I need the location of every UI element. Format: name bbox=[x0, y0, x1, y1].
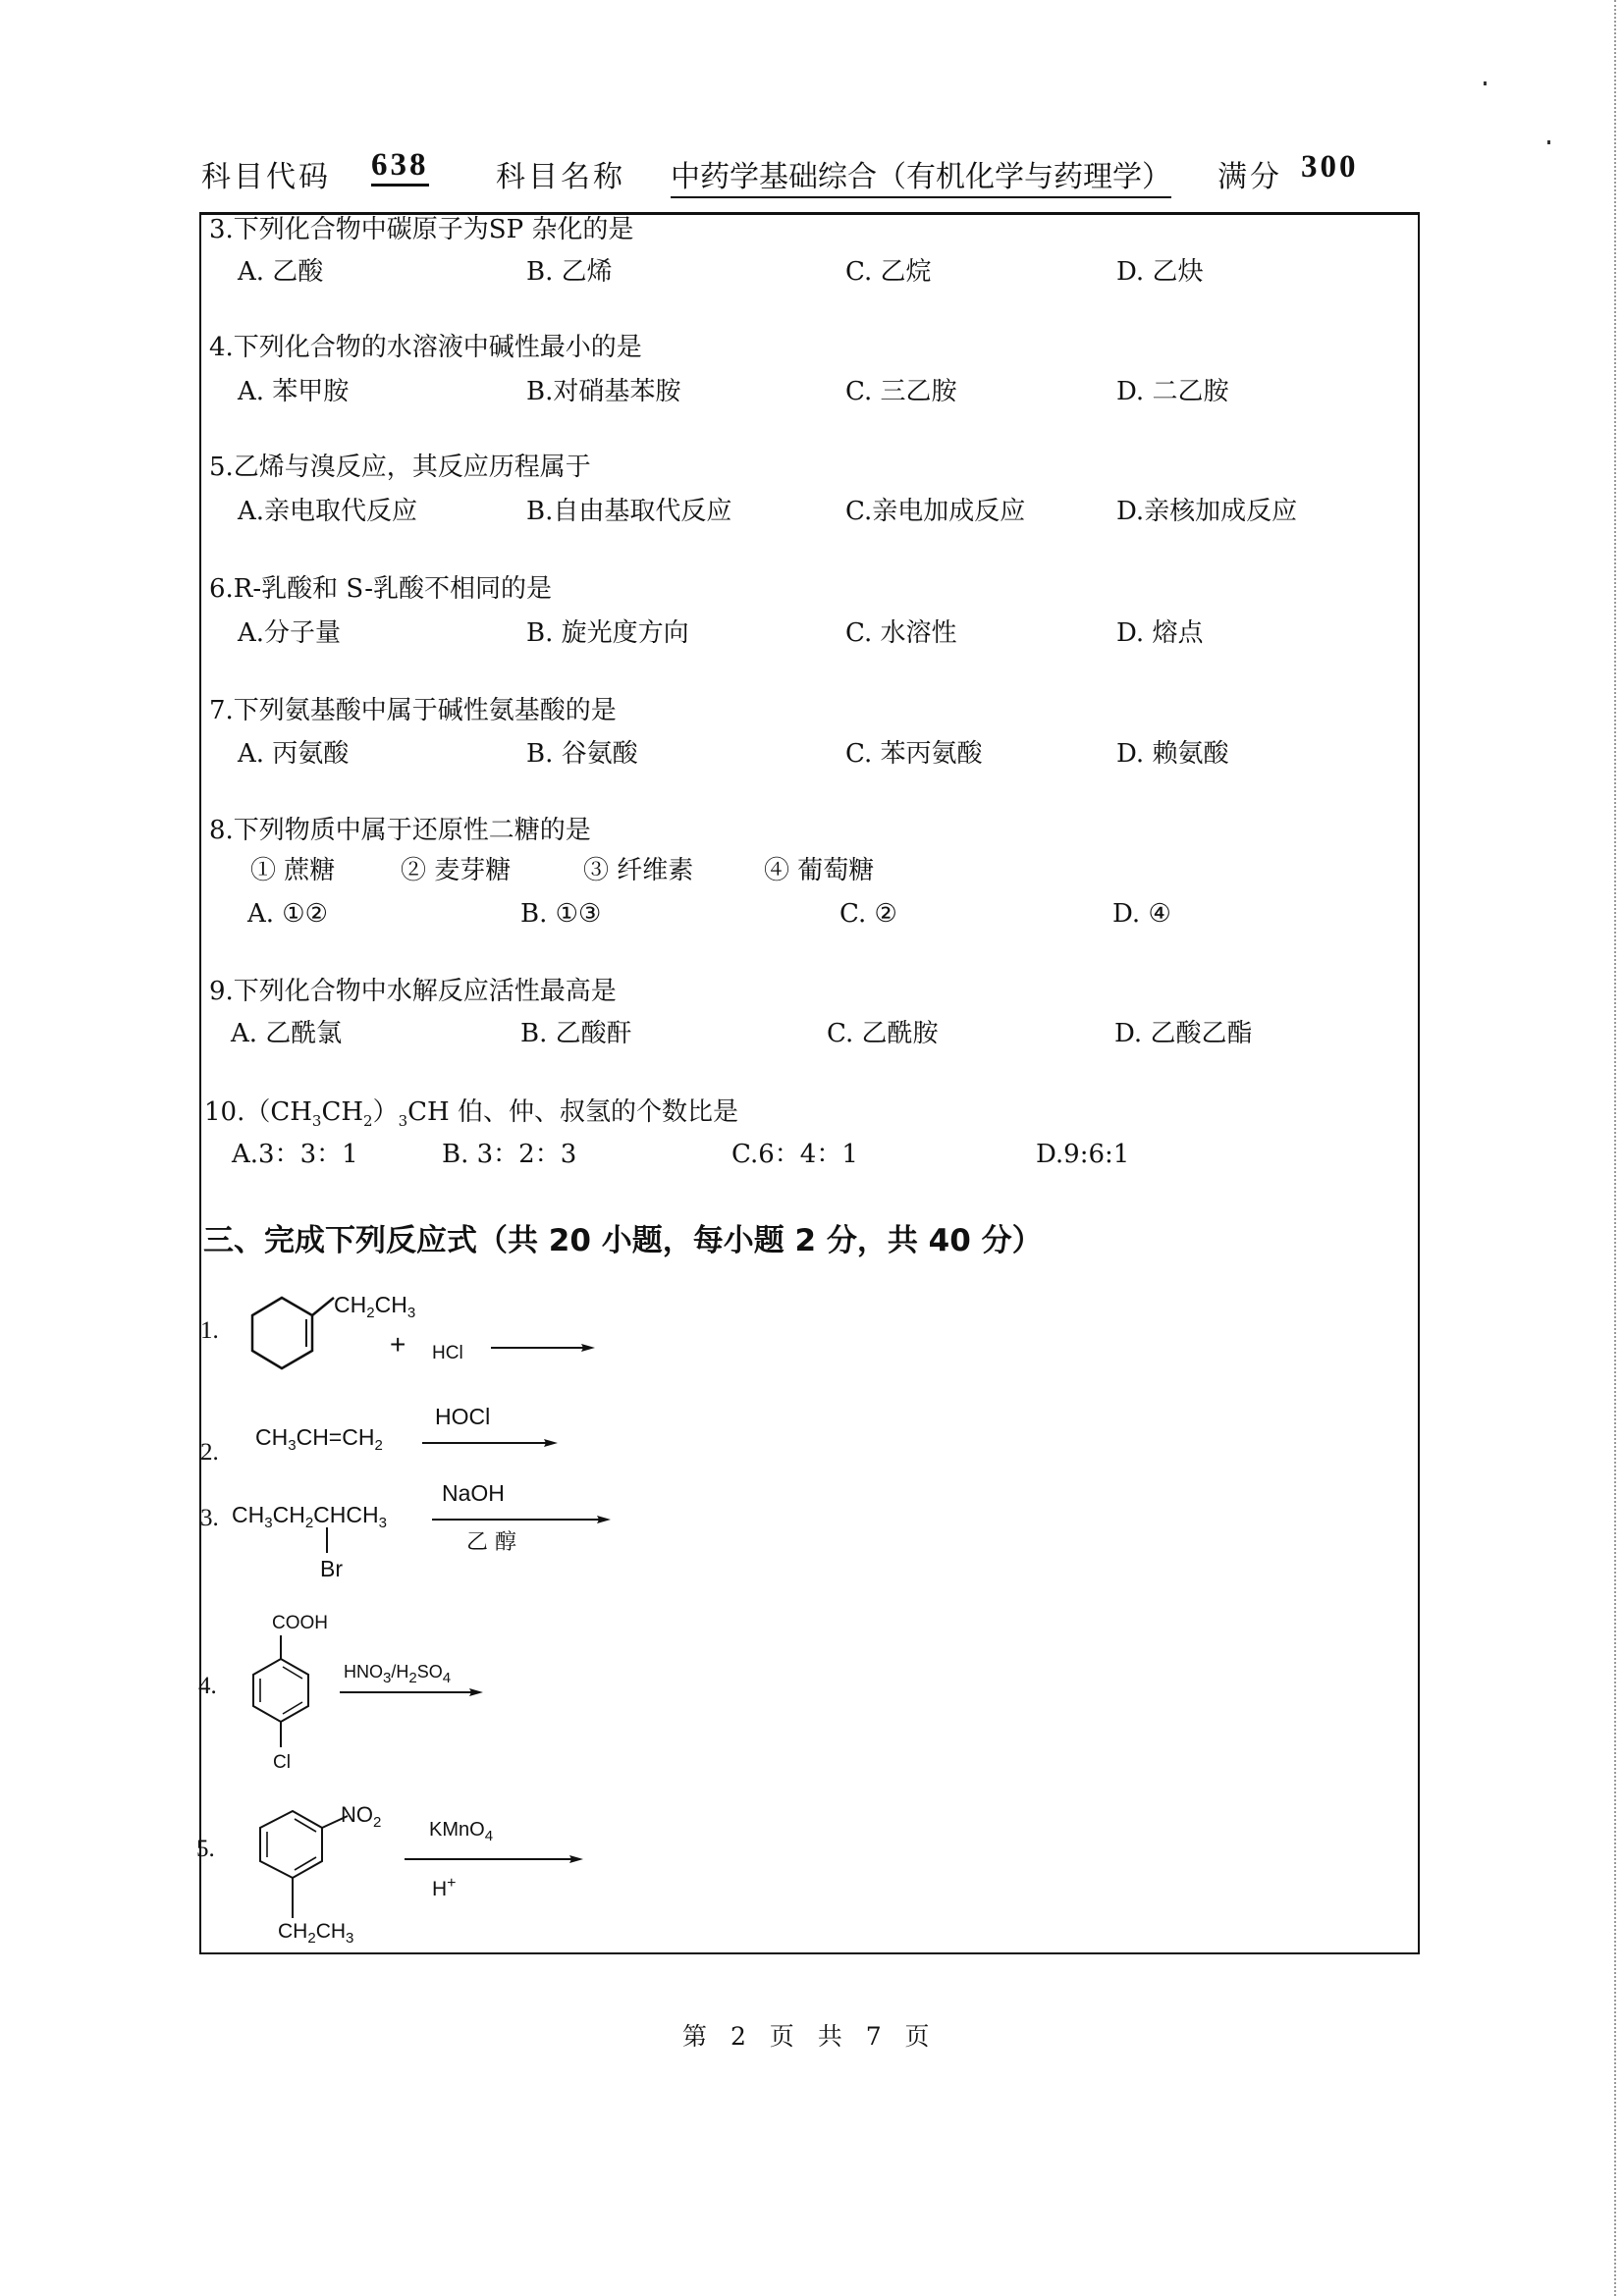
subscript: 3 bbox=[378, 1515, 387, 1531]
stem-part: CH bbox=[321, 1097, 364, 1127]
option-b: B. 谷氨酸 bbox=[526, 739, 638, 769]
choice-item-1: ① 蔗糖 bbox=[250, 856, 336, 885]
subscript: 2 bbox=[408, 1670, 417, 1686]
plus-sign: + bbox=[390, 1329, 406, 1360]
question-stem: 5.乙烯与溴反应，其反应历程属于 bbox=[209, 453, 591, 482]
subscript: 2 bbox=[373, 1814, 382, 1831]
reaction-number: 5. bbox=[196, 1836, 215, 1862]
option-a: A. 乙酸 bbox=[238, 257, 324, 287]
question-stem: 7.下列氨基酸中属于碱性氨基酸的是 bbox=[209, 696, 617, 725]
question-stem: 8.下列物质中属于还原性二糖的是 bbox=[209, 816, 591, 845]
reaction-arrow-icon bbox=[420, 1436, 563, 1450]
top-group: COOH bbox=[272, 1613, 328, 1633]
chem-part: SO bbox=[416, 1662, 443, 1682]
chem-part: CH bbox=[334, 1292, 367, 1317]
subscript: 2 bbox=[366, 1305, 375, 1321]
option-a: A.分子量 bbox=[238, 618, 342, 648]
page-number: 第 2 页 共 7 页 bbox=[682, 2022, 938, 2051]
option-d: D.亲核加成反应 bbox=[1116, 497, 1298, 526]
chem-part: CH bbox=[374, 1292, 407, 1317]
subscript: 2 bbox=[307, 1930, 316, 1947]
question-stem: 4.下列化合物的水溶液中碱性最小的是 bbox=[209, 333, 642, 362]
option-a: A. 乙酰氯 bbox=[231, 1019, 343, 1048]
substituent-ethyl bbox=[334, 1292, 416, 1321]
subscript: 3 bbox=[398, 1112, 408, 1131]
chem-part: CH bbox=[255, 1424, 289, 1450]
branch-group: Br bbox=[320, 1556, 343, 1581]
subject-name-text: 中药学基础综合（有机化学与药理学） bbox=[671, 160, 1171, 198]
option-c: C.亲电加成反应 bbox=[845, 497, 1026, 526]
stem-part: ） bbox=[372, 1097, 399, 1127]
subscript: 2 bbox=[304, 1515, 314, 1531]
full-score-label: 满分 bbox=[1217, 160, 1282, 194]
option-c: C. 乙烷 bbox=[845, 257, 932, 287]
question-stem: 9.下列化合物中水解反应活性最高是 bbox=[209, 977, 617, 1006]
option-c: C. 苯丙氨酸 bbox=[845, 739, 983, 769]
reagent-above: HOCl bbox=[435, 1404, 491, 1429]
option-c: C. 三乙胺 bbox=[845, 377, 957, 406]
subscript: 3 bbox=[311, 1112, 322, 1131]
chem-part: HNO bbox=[344, 1662, 383, 1682]
chem-part: CH bbox=[232, 1502, 265, 1527]
subject-code-label: 科目代码 bbox=[201, 160, 331, 194]
choice-item-3: ③ 纤维素 bbox=[583, 856, 694, 885]
reaction-number: 4. bbox=[198, 1673, 217, 1699]
subject-code-number: 638 bbox=[371, 147, 429, 187]
benzene-ring-icon bbox=[245, 1633, 324, 1761]
option-b: B.自由基取代反应 bbox=[526, 497, 732, 526]
subscript: 4 bbox=[442, 1670, 452, 1686]
subscript: 2 bbox=[363, 1112, 373, 1131]
chem-part: CH bbox=[278, 1920, 308, 1943]
option-d: D. ④ bbox=[1112, 899, 1171, 929]
option-b: B. 旋光度方向 bbox=[526, 618, 689, 648]
subject-name-label: 科目名称 bbox=[496, 160, 625, 194]
subscript: 3 bbox=[288, 1437, 297, 1454]
reaction-arrow-icon bbox=[489, 1341, 597, 1355]
chem-part: CH bbox=[315, 1920, 347, 1943]
option-a: A. 苯甲胺 bbox=[238, 377, 350, 406]
reaction-number: 1. bbox=[200, 1317, 219, 1344]
option-a: A.3：3：1 bbox=[232, 1140, 358, 1169]
reagent-below bbox=[432, 1877, 457, 1902]
ethyl-group bbox=[278, 1919, 353, 1945]
chem-part: /H bbox=[391, 1662, 409, 1682]
question-stem bbox=[204, 1097, 738, 1136]
section-heading: 三、完成下列反应式（共 20 小题，每小题 2 分，共 40 分） bbox=[203, 1223, 1043, 1258]
option-a: A.亲电取代反应 bbox=[238, 497, 418, 526]
chem-part: CHCH bbox=[313, 1502, 379, 1527]
scan-edge bbox=[1614, 0, 1616, 2296]
reagent-below: 乙 醇 bbox=[466, 1530, 516, 1555]
option-d: D. 乙酸乙酯 bbox=[1114, 1019, 1253, 1048]
reagent: HCl bbox=[432, 1343, 463, 1363]
subscript: 3 bbox=[383, 1670, 392, 1686]
substrate bbox=[232, 1502, 387, 1531]
chem-part: CH=CH bbox=[296, 1424, 375, 1450]
subscript: 3 bbox=[406, 1305, 416, 1321]
stem-part: CH 伯、仲、叔氢的个数比是 bbox=[407, 1097, 738, 1127]
option-c: C. 乙酰胺 bbox=[827, 1019, 939, 1048]
choice-item-2: ② 麦芽糖 bbox=[401, 856, 512, 885]
option-c: C. ② bbox=[839, 899, 897, 929]
option-c: C.6：4：1 bbox=[731, 1140, 858, 1169]
reaction-arrow-icon bbox=[403, 1852, 589, 1866]
choice-item-4: ④ 葡萄糖 bbox=[764, 856, 875, 885]
option-a: A. 丙氨酸 bbox=[238, 739, 350, 769]
reaction-arrow-icon bbox=[430, 1513, 617, 1526]
option-b: B. 乙酸酐 bbox=[520, 1019, 632, 1048]
chem-part: CH bbox=[272, 1502, 305, 1527]
reaction-number: 2. bbox=[200, 1439, 219, 1466]
option-d: D.9:6:1 bbox=[1036, 1140, 1130, 1169]
option-d: D. 二乙胺 bbox=[1116, 377, 1229, 406]
stem-part: 10.（CH bbox=[204, 1097, 312, 1127]
subscript: 3 bbox=[264, 1515, 273, 1531]
option-c: C. 水溶性 bbox=[845, 618, 957, 648]
chem-part: KMnO bbox=[429, 1819, 485, 1841]
substrate bbox=[255, 1424, 383, 1454]
subscript: 2 bbox=[374, 1437, 383, 1454]
option-b: B. 乙烯 bbox=[526, 257, 613, 287]
question-stem: 3.下列化合物中碳原子为SP 杂化的是 bbox=[209, 215, 634, 244]
nitro-group bbox=[341, 1802, 382, 1831]
full-score-value: 300 bbox=[1301, 149, 1359, 185]
bottom-group: Cl bbox=[273, 1752, 291, 1773]
option-a: A. ①② bbox=[247, 899, 328, 929]
subject-name-value bbox=[671, 152, 1171, 195]
option-b: B. 3：2：3 bbox=[442, 1140, 577, 1169]
option-d: D. 熔点 bbox=[1116, 618, 1204, 648]
bond-line-icon bbox=[324, 1527, 330, 1557]
subscript: 4 bbox=[484, 1828, 494, 1844]
option-b: B. ①③ bbox=[520, 899, 602, 929]
scan-speck bbox=[1547, 140, 1550, 144]
question-stem: 6.R-乳酸和 S-乳酸不相同的是 bbox=[209, 574, 552, 604]
option-d: D. 赖氨酸 bbox=[1116, 739, 1229, 769]
reagent-above: NaOH bbox=[442, 1480, 505, 1506]
subscript: 3 bbox=[346, 1930, 354, 1947]
chem-part: H bbox=[432, 1878, 448, 1900]
scan-speck bbox=[1484, 81, 1487, 85]
reaction-arrow-icon bbox=[338, 1685, 487, 1699]
subject-code-value bbox=[371, 147, 429, 184]
chem-part: NO bbox=[341, 1802, 373, 1827]
reaction-number: 3. bbox=[200, 1505, 219, 1531]
option-b: B.对硝基苯胺 bbox=[526, 377, 681, 406]
reagent-above bbox=[344, 1659, 451, 1684]
reagent-above bbox=[429, 1817, 493, 1842]
option-d: D. 乙炔 bbox=[1116, 257, 1204, 287]
benzene-ring-icon bbox=[245, 1806, 353, 1924]
superscript: + bbox=[447, 1875, 457, 1892]
